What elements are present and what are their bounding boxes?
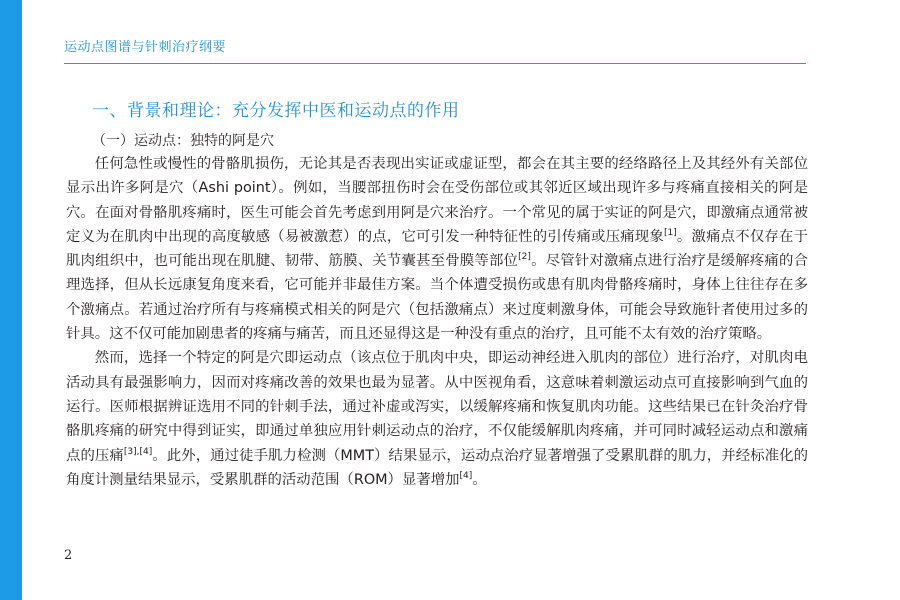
left-accent-bar [0, 0, 22, 600]
citation-1: [1] [663, 227, 677, 238]
page-number: 2 [64, 548, 73, 563]
paragraph-1 [66, 152, 808, 346]
paragraph-2-text-a: 然而，选择一个特定的阿是穴即运动点（该点位于肌肉中央，即运动神经进入肌肉的部位）进行治疗，对肌肉电活动具有最强影响力，因而对疼痛改善的效果也最为显著。从中医视角看，这意味着刺激运动点可直接影响到气血的运行。医师根据辨证选用不同的针刺手法，通过补虚或泻实，以缓解疼痛和恢复肌肉功能。这些结果已在针灸治疗骨骼肌疼痛的研究中得到证实，即通过单独应用针刺运动点的治疗，不仅能缓解肌肉疼痛，并可同时减轻运动点和激痛点的压痛 [66, 350, 808, 464]
paragraph-2-text-b: 。此外，通过徒手肌力检测（MMT）结果显示，运动点治疗显著增强了受累肌群的肌力，并经标准化的角度计测量结果显示，受累肌群的活动范围（ROM）显著增加 [66, 447, 808, 488]
paragraph-1-text-a: 任何急性或慢性的骨骼肌损伤，无论其是否表现出实证或虚证型，都会在其主要的经络路径上及其经外有关部位显示出许多阿是穴（Ashi point）。例如，当腰部扭伤时会在受伤部位或其邻近区域出现许多与疼痛直接相关的阿是穴。在面对骨骼肌疼痛时，医生可能会首先考虑到用阿是穴来治疗。一个常见的属于实证的阿是穴，即激痛点通常被定义为在肌肉中出现的高度敏感（易被激惹）的点，它可引发一种特征性的引传痛或压痛现象 [66, 156, 808, 245]
body-text [66, 152, 808, 492]
header-divider [64, 63, 806, 64]
section-title: 一、背景和理论：充分发挥中医和运动点的作用 [92, 101, 460, 121]
running-header: 运动点图谱与针刺治疗纲要 [64, 40, 227, 55]
citation-4: [4] [459, 470, 473, 481]
subsection-title: （一）运动点：独特的阿是穴 [92, 133, 274, 149]
paragraph-1-text-b: 。激痛点不仅存在于肌肉组织中，也可能出现在肌腱、韧带、筋膜、关节囊甚至骨膜等部位 [66, 228, 808, 270]
paragraph-2-text-c: 。 [472, 471, 487, 488]
citation-3-4: [3],[4] [123, 446, 153, 457]
citation-2: [2] [518, 252, 531, 263]
paragraph-2 [66, 346, 808, 492]
paragraph-1-text-c: 。尽管针对激痛点进行治疗是缓解疼痛的合理选择，但从长远康复角度来看，它可能并非最佳方案。当个体遭受损伤或患有肌肉骨骼疼痛时，身体上往往存在多个激痛点。若通过治疗所有与疼痛模式相关的阿是穴（包括激痛点）来过度刺激身体，可能会导致施针者使用过多的针具。这不仅可能加剧患者的疼痛与痛苦，而且还显得这是一种没有重点的治疗，且可能不太有效的治疗策略。 [66, 253, 808, 343]
